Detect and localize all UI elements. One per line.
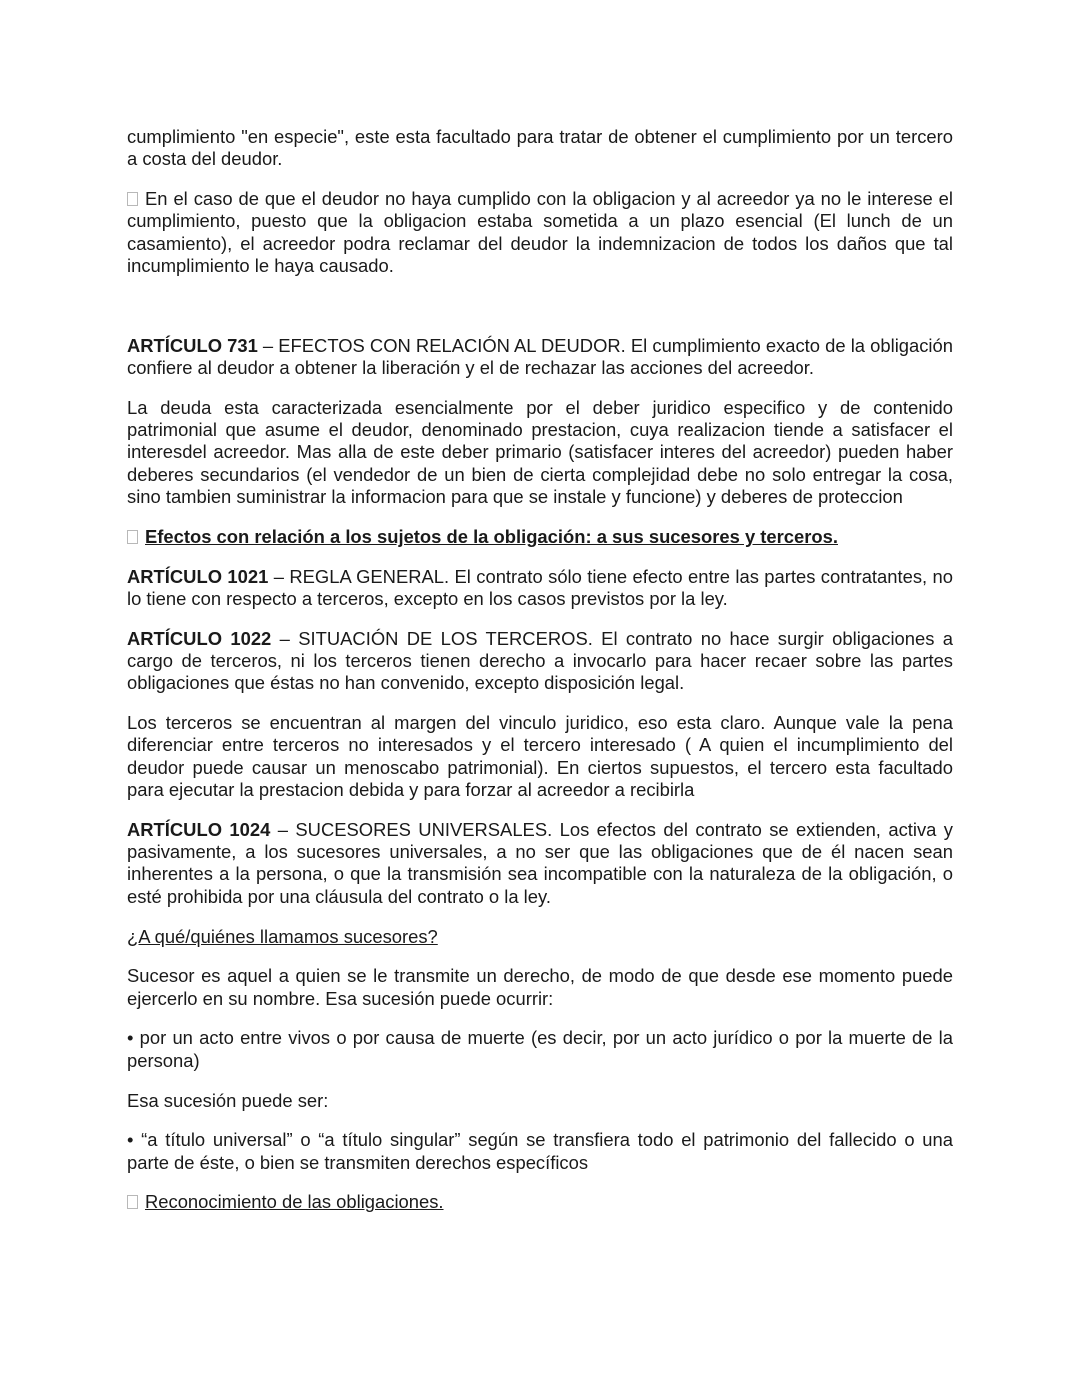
paragraph-incumplimiento-text: En el caso de que el deudor no haya cumplido con la obligacion y al acreedor ya no le interese el cumplimiento, puesto que la obligacion estaba sometida a un plazo esencial (El lunch de un casamiento), el acreedor podra reclamar del deudor la indemnizacion de todos los daños que tal incumplimiento le haya causado. xyxy=(127,188,953,276)
article-731-title: ARTÍCULO 731 xyxy=(127,334,258,356)
article-731 xyxy=(127,335,953,380)
paragraph-incumplimiento xyxy=(127,188,953,277)
article-1024-title: ARTÍCULO 1024 xyxy=(127,818,271,840)
heading-efectos xyxy=(127,526,953,548)
heading-reconocimiento xyxy=(127,1191,953,1213)
paragraph-terceros: Los terceros se encuentran al margen del vinculo juridico, eso esta claro. Aunque vale la pena diferenciar entre terceros no interesados y el tercero interesado ( A quien el incumplimiento del deudor puede causar un menoscabo patrimonial). En ciertos supuestos, el tercero esta facultado para ejecutar la prestacion debida y para forzar al acreedor a recibirla xyxy=(127,712,953,801)
paragraph-cumplimiento: cumplimiento "en especie", este esta facultado para tratar de obtener el cumplimiento por un tercero a costa del deudor. xyxy=(127,126,953,170)
article-1024-text: – SUCESORES UNIVERSALES. Los efectos del contrato se extienden, activa y pasivamente, a los sucesores universales, a no ser que las obligaciones que de él nacen sean inherentes a la persona, o que la transmisión sea incompatible con la naturaleza de la obligación, o esté prohibida por una cláusula del contrato o la ley. xyxy=(127,818,953,907)
paragraph-sucesor: Sucesor es aquel a quien se le transmite un derecho, de modo de que desde ese momento puede ejercerlo en su nombre. Esa sucesión puede ocurrir: xyxy=(127,965,953,1009)
question-sucesores-text: ¿A qué/quiénes llamamos sucesores? xyxy=(127,925,438,947)
bullet-item-2: • “a título universal” o “a título singular” según se transfiera todo el patrimonio del fallecido o una parte de éste, o bien se transmiten derechos específicos xyxy=(127,1129,953,1173)
article-1024 xyxy=(127,819,953,908)
article-1022-title: ARTÍCULO 1022 xyxy=(127,627,272,649)
article-1022 xyxy=(127,628,953,695)
article-1021 xyxy=(127,566,953,611)
article-1021-text: – REGLA GENERAL. El contrato sólo tiene efecto entre las partes contratantes, no lo tiene con respecto a terceros, excepto en los casos previstos por la ley. xyxy=(127,565,953,609)
question-sucesores xyxy=(127,926,953,948)
box-bullet-icon xyxy=(127,192,138,206)
article-731-text: – EFECTOS CON RELACIÓN AL DEUDOR. El cumplimiento exacto de la obligación confiere al deudor a obtener la liberación y el de rechazar las acciones del acreedor. xyxy=(127,334,953,379)
box-bullet-icon xyxy=(127,1195,138,1209)
article-1022-text: – SITUACIÓN DE LOS TERCEROS. El contrato no hace surgir obligaciones a cargo de terceros, ni los terceros tienen derecho a invocarlo para hacer recaer sobre las partes obligaciones que éstas no han convenido, excepto disposición legal. xyxy=(127,627,954,694)
bullet-item-1: • por un acto entre vivos o por causa de muerte (es decir, por un acto jurídico o por la muerte de la persona) xyxy=(127,1027,953,1071)
heading-reconocimiento-text: Reconocimiento de las obligaciones. xyxy=(145,1191,444,1213)
heading-efectos-text: Efectos con relación a los sujetos de la obligación: a sus sucesores y terceros. xyxy=(145,525,838,547)
document-page xyxy=(127,126,953,1231)
paragraph-deuda: La deuda esta caracterizada esencialmente por el deber juridico especifico y de contenido patrimonial que asume el deudor, denominado prestacion, cuya realizacion tiende a satisfacer el interesdel acreedor. Mas alla de este deber primario (satisfacer interes del acreedor) pueden haber deberes secundarios (el vendedor de un bien de cierta complejidad debe no solo entregar la cosa, sino tambien suministrar la informacion para que se instale y funcione) y deberes de proteccion xyxy=(127,396,953,508)
box-bullet-icon xyxy=(127,530,138,544)
article-1021-title: ARTÍCULO 1021 xyxy=(127,565,269,587)
section-gap xyxy=(127,295,953,335)
paragraph-puede-ser: Esa sucesión puede ser: xyxy=(127,1089,329,1111)
